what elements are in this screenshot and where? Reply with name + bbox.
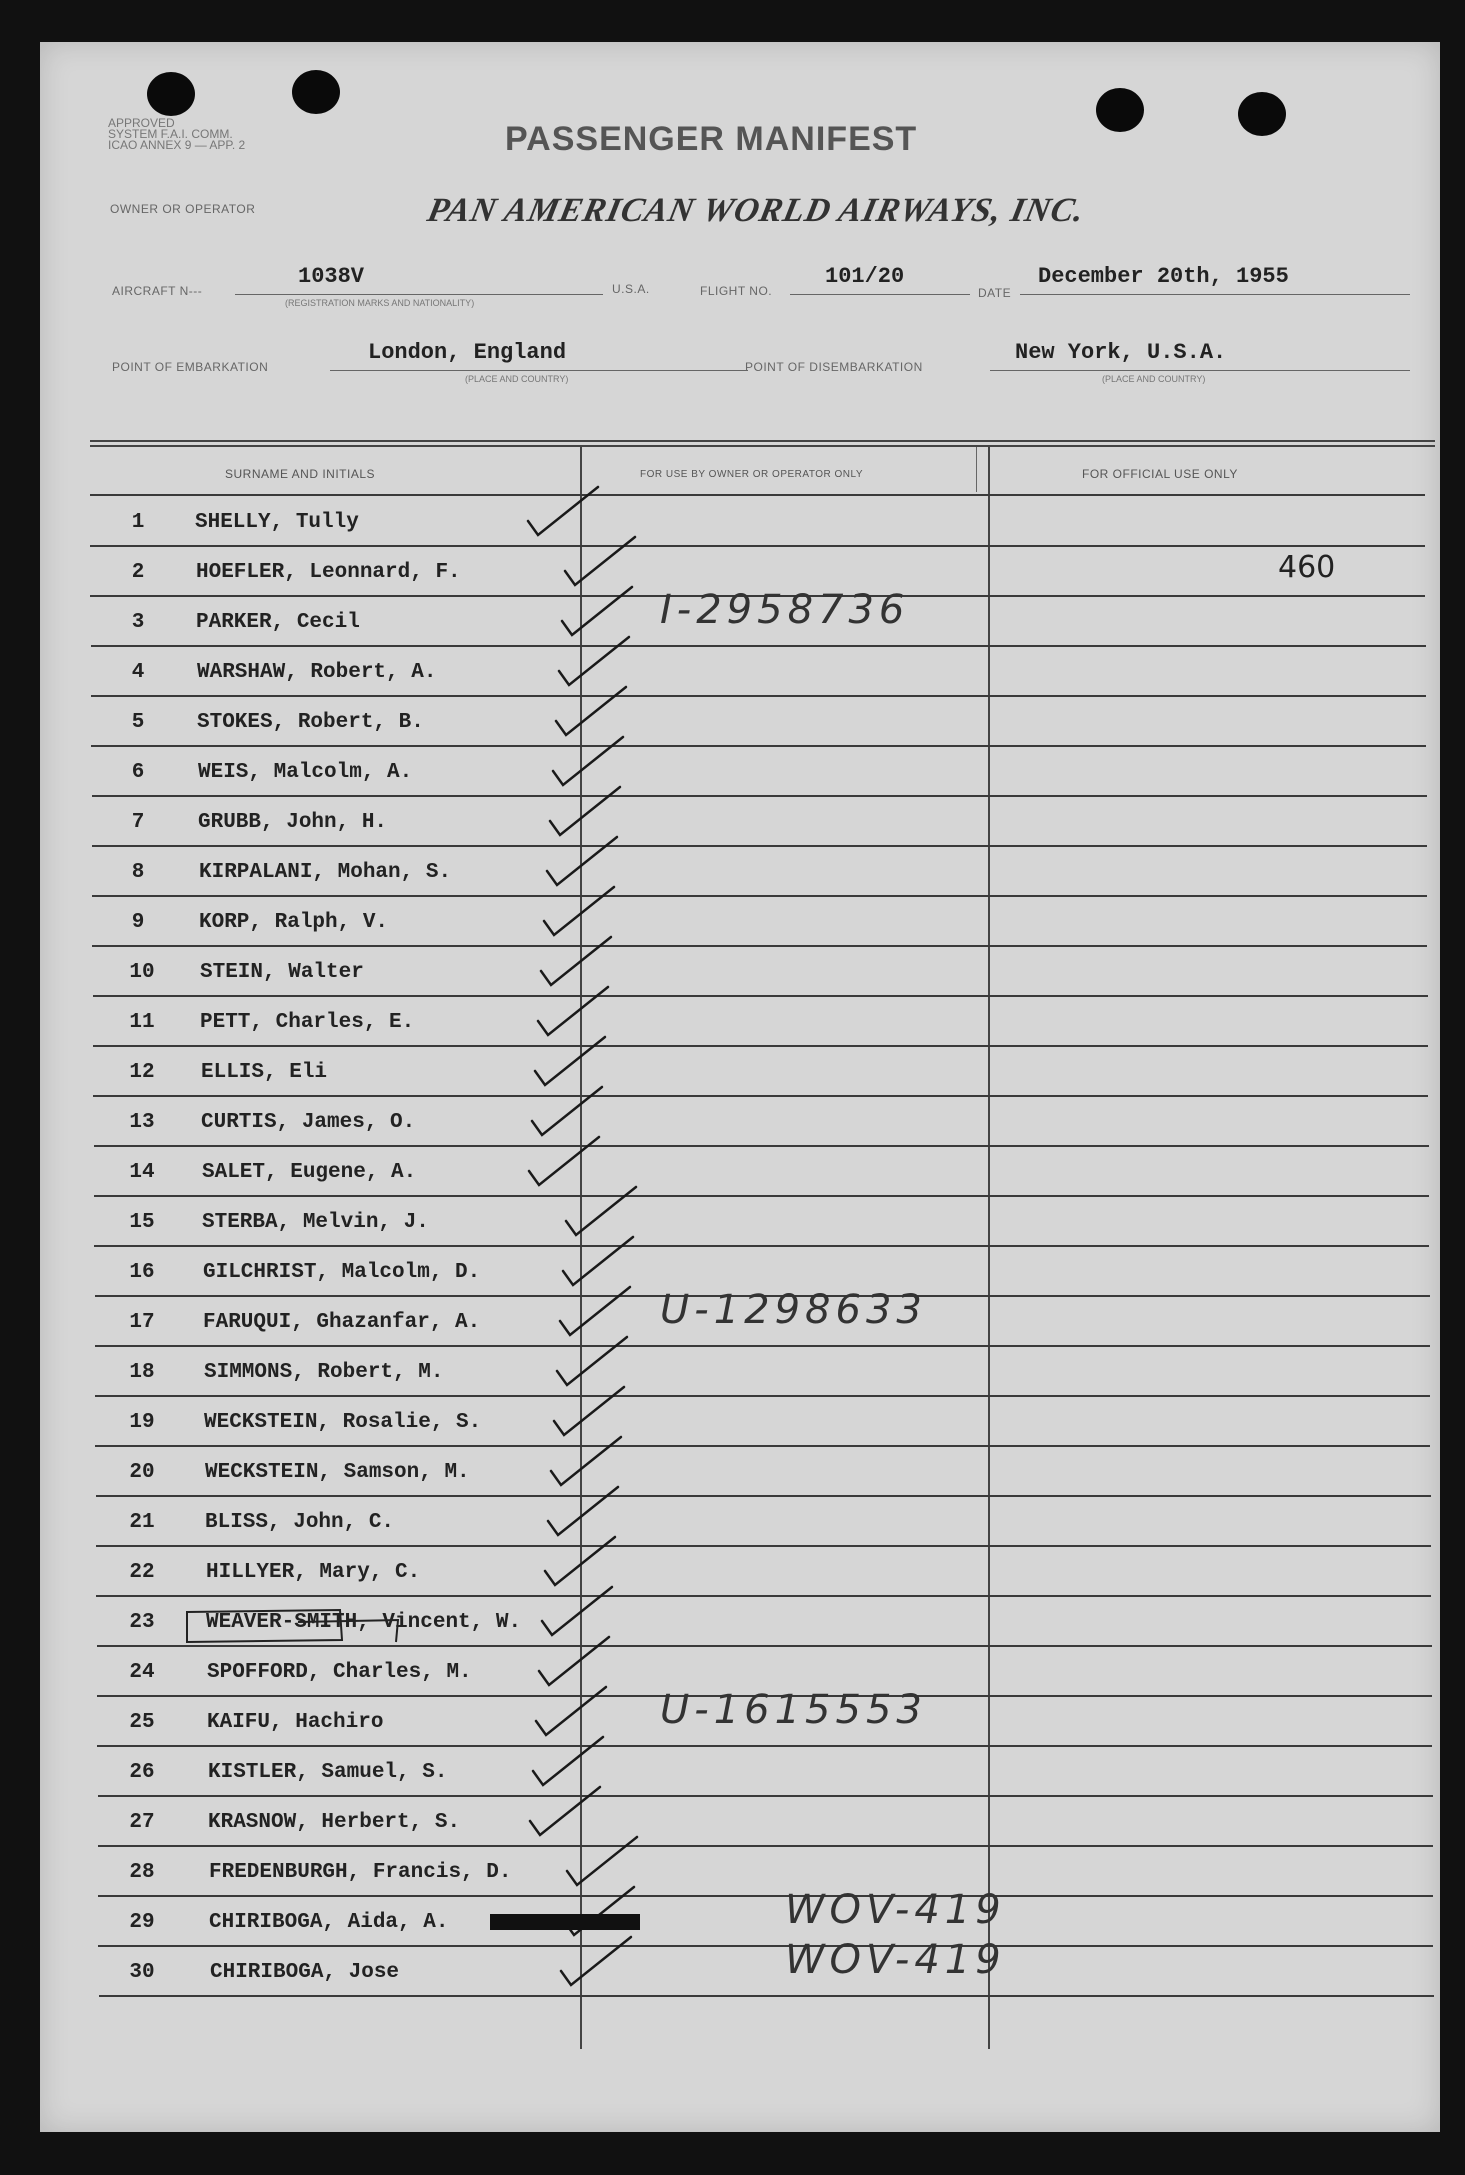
row-number: 5	[131, 711, 145, 734]
row-number: 18	[129, 1361, 155, 1384]
passenger-name: CURTIS, James, O.	[201, 1111, 416, 1134]
row-number: 16	[129, 1261, 155, 1284]
check-mark	[566, 1187, 636, 1235]
owner-value: PAN AMERICAN WORLD AIRWAYS, INC.	[424, 192, 1089, 229]
handwritten-note: WOV-419	[785, 1937, 1006, 1983]
check-mark	[553, 737, 623, 785]
row-number: 14	[129, 1161, 155, 1184]
check-mark	[542, 1587, 612, 1635]
row-number: 11	[129, 1011, 155, 1034]
circled-name-mark	[187, 1610, 342, 1642]
row-number: 8	[131, 861, 145, 884]
check-mark	[565, 537, 635, 585]
check-mark	[528, 487, 598, 535]
aircraft-label: AIRCRAFT N---	[112, 284, 203, 298]
passenger-name: PETT, Charles, E.	[200, 1011, 415, 1034]
row-number: 4	[131, 661, 145, 684]
date-value: December 20th, 1955	[1038, 264, 1289, 289]
date-label: DATE	[978, 286, 1012, 300]
approval-line: APPROVED	[108, 116, 175, 130]
check-mark	[556, 687, 626, 735]
approval-line: ICAO ANNEX 9 — APP. 2	[108, 138, 246, 152]
aircraft-value: 1038V	[298, 264, 365, 289]
passenger-name: KISTLER, Samuel, S.	[208, 1761, 448, 1784]
usa-label: U.S.A.	[612, 282, 650, 296]
row-number: 24	[129, 1661, 155, 1684]
passenger-name: GILCHRIST, Malcolm, D.	[203, 1261, 481, 1284]
check-mark	[529, 1137, 599, 1185]
column-header-owner-use: FOR USE BY OWNER OR OPERATOR ONLY	[640, 469, 864, 480]
owner-label: OWNER OR OPERATOR	[110, 202, 256, 216]
passenger-name: KORP, Ralph, V.	[199, 911, 389, 934]
row-number: 23	[129, 1611, 155, 1634]
check-mark	[554, 1387, 624, 1435]
row-number: 21	[129, 1511, 155, 1534]
row-number: 2	[131, 561, 145, 584]
row-number: 26	[129, 1761, 155, 1784]
check-mark	[539, 1637, 609, 1685]
passenger-name: BLISS, John, C.	[205, 1511, 395, 1534]
passenger-name: GRUBB, John, H.	[198, 811, 388, 834]
check-mark	[548, 1487, 618, 1535]
row-number: 1	[131, 511, 145, 534]
row-number: 27	[129, 1811, 155, 1834]
check-mark	[550, 787, 620, 835]
handwritten-note: U-1615553	[660, 1687, 927, 1733]
handwritten-note: U-1298633	[660, 1287, 927, 1333]
row-number: 20	[129, 1461, 155, 1484]
row-number: 10	[129, 961, 155, 984]
passenger-name: WARSHAW, Robert, A.	[197, 661, 437, 684]
passenger-name: HOEFLER, Leonnard, F.	[196, 561, 461, 584]
row-number: 12	[129, 1061, 155, 1084]
column-header-surname: SURNAME AND INITIALS	[225, 467, 376, 481]
redaction-mark	[490, 1914, 640, 1930]
check-mark	[536, 1687, 606, 1735]
check-mark	[567, 1837, 637, 1885]
check-mark	[545, 1537, 615, 1585]
row-number: 13	[129, 1111, 155, 1134]
passenger-name: STOKES, Robert, B.	[197, 711, 424, 734]
passenger-name: PARKER, Cecil	[196, 611, 360, 634]
row-number: 29	[129, 1911, 155, 1934]
check-mark	[532, 1087, 602, 1135]
passenger-name: SPOFFORD, Charles, M.	[207, 1661, 472, 1684]
handwritten-note: I-2958736	[660, 587, 910, 633]
check-mark	[547, 837, 617, 885]
passenger-name: HILLYER, Mary, C.	[206, 1561, 421, 1584]
check-mark	[559, 637, 629, 685]
check-mark	[560, 1287, 630, 1335]
embark-value: London, England	[368, 340, 567, 365]
check-mark	[557, 1337, 627, 1385]
passenger-name: WEIS, Malcolm, A.	[198, 761, 413, 784]
column-header-official-use: FOR OFFICIAL USE ONLY	[1082, 467, 1238, 481]
check-mark	[544, 887, 614, 935]
row-number: 17	[129, 1311, 155, 1334]
passenger-name: STERBA, Melvin, J.	[202, 1211, 429, 1234]
embark-label: POINT OF EMBARKATION	[112, 360, 269, 374]
passenger-name: CHIRIBOGA, Aida, A.	[209, 1911, 449, 1934]
row-number: 3	[131, 611, 145, 634]
manifest-sheet	[40, 42, 1440, 2132]
check-mark	[538, 987, 608, 1035]
check-mark	[530, 1787, 600, 1835]
check-mark	[535, 1037, 605, 1085]
passenger-name: WECKSTEIN, Rosalie, S.	[204, 1411, 482, 1434]
page-title: PASSENGER MANIFEST	[505, 120, 918, 158]
passenger-name: STEIN, Walter	[200, 961, 364, 984]
passenger-name: WEAVER-SMITH, Vincent, W.	[206, 1611, 522, 1634]
passenger-name: SHELLY, Tully	[195, 511, 359, 534]
official-note: 460	[1278, 550, 1336, 585]
check-mark	[563, 1237, 633, 1285]
passenger-name: CHIRIBOGA, Jose	[210, 1961, 400, 1984]
check-mark	[533, 1737, 603, 1785]
disembark-label: POINT OF DISEMBARKATION	[745, 360, 923, 374]
approval-line: SYSTEM F.A.I. COMM.	[108, 127, 233, 141]
check-mark	[541, 937, 611, 985]
passenger-name: KAIFU, Hachiro	[207, 1711, 384, 1734]
passenger-name: FREDENBURGH, Francis, D.	[209, 1861, 512, 1884]
row-number: 25	[129, 1711, 155, 1734]
registration-note: (REGISTRATION MARKS AND NATIONALITY)	[285, 298, 475, 308]
check-marks	[40, 42, 1440, 2132]
flight-label: FLIGHT NO.	[700, 284, 773, 298]
row-number: 7	[131, 811, 145, 834]
row-number: 22	[129, 1561, 155, 1584]
passenger-name: FARUQUI, Ghazanfar, A.	[203, 1311, 481, 1334]
bracket-mark	[298, 1620, 398, 1642]
embark-place-note: (PLACE AND COUNTRY)	[465, 374, 569, 384]
row-number: 15	[129, 1211, 155, 1234]
check-mark	[551, 1437, 621, 1485]
row-number: 28	[129, 1861, 155, 1884]
disembark-value: New York, U.S.A.	[1015, 340, 1227, 365]
row-number: 30	[129, 1961, 155, 1984]
passenger-name: WECKSTEIN, Samson, M.	[205, 1461, 470, 1484]
passenger-name: KRASNOW, Herbert, S.	[208, 1811, 461, 1834]
check-mark	[561, 1937, 631, 1985]
passenger-name: SALET, Eugene, A.	[202, 1161, 417, 1184]
row-number: 9	[131, 911, 145, 934]
check-mark	[562, 587, 632, 635]
passenger-name: SIMMONS, Robert, M.	[204, 1361, 444, 1384]
passenger-name: KIRPALANI, Mohan, S.	[199, 861, 452, 884]
handwritten-note: WOV-419	[785, 1887, 1006, 1933]
flight-value: 101/20	[825, 264, 905, 289]
row-number: 6	[131, 761, 145, 784]
row-number: 19	[129, 1411, 155, 1434]
passenger-name: ELLIS, Eli	[201, 1061, 328, 1084]
disembark-place-note: (PLACE AND COUNTRY)	[1102, 374, 1206, 384]
